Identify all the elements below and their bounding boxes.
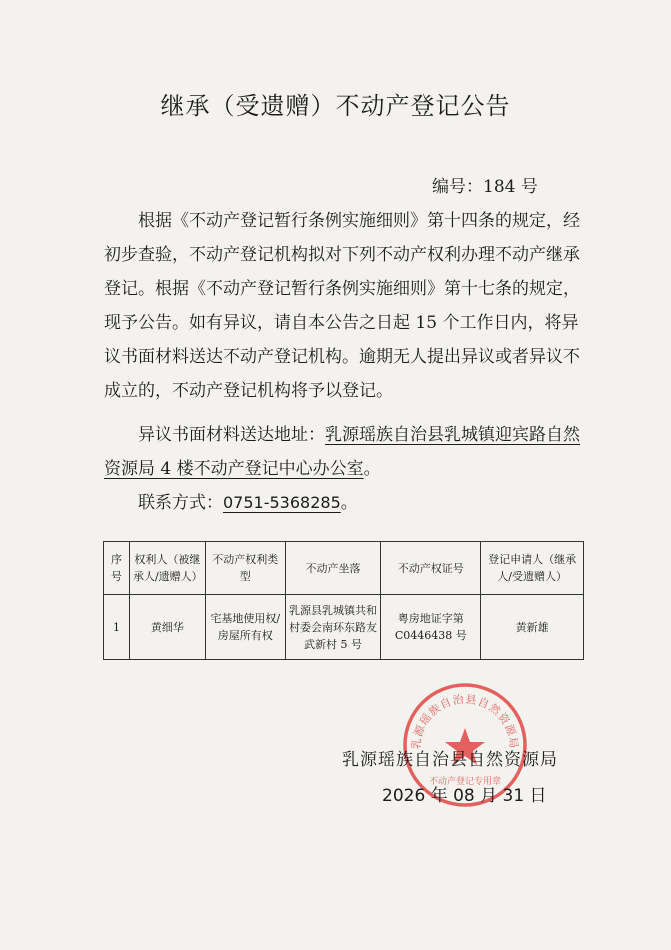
issuing-authority: 乳源瑶族自治县自然资源局	[342, 750, 558, 770]
contact-phone: 0751-5368285	[223, 493, 341, 512]
cell-location: 乳源县乳城镇共和村委会南环东路友武新村 5 号	[285, 595, 381, 660]
objection-address-paragraph	[104, 418, 582, 486]
header-certificate: 不动产权证号	[381, 542, 481, 595]
document-number: 编号：184 号	[432, 177, 538, 197]
cell-certificate: 粤房地证字第 C0446438 号	[381, 595, 481, 660]
table-row	[104, 595, 584, 660]
announcement-paragraph: 根据《不动产登记暂行条例实施细则》第十四条的规定，经初步查验，不动产登记机构拟对下列不动产权利办理不动产继承登记。根据《不动产登记暂行条例实施细则》第十七条的规定，现予公告。如有异议，请自本公告之日起 15 个工作日内，将异议书面材料送达不动产登记机构。逾期无人提出异议或者异议不成立的，不动产登记机构将予以登记。	[104, 211, 580, 401]
seal-subtext: 不动产登记专用章	[428, 777, 502, 787]
seal-text: 乳源瑶族自治县自然资源局	[409, 692, 521, 750]
header-applicant: 登记申请人（继承人/受遗赠人）	[481, 542, 584, 595]
registration-table	[103, 541, 584, 660]
cell-right-holder: 黄细华	[129, 595, 205, 660]
cell-applicant: 黄新雄	[481, 595, 584, 660]
header-serial: 序号	[104, 542, 130, 595]
contact-label: 联系方式：	[138, 493, 223, 513]
contact-suffix: 。	[340, 493, 358, 513]
issue-date: 2026 年 08 月 31 日	[382, 786, 547, 806]
page-title: 继承（受遗赠）不动产登记公告	[160, 92, 511, 120]
objection-address: 乳源瑶族自治县乳城镇迎宾路自然资源局 4 楼不动产登记中心办公室	[104, 425, 580, 479]
cell-serial: 1	[104, 595, 130, 660]
address-label: 异议书面材料送达地址：	[138, 425, 325, 445]
header-right-holder: 权利人（被继承人/遗赠人）	[129, 542, 205, 595]
contact-paragraph	[104, 486, 582, 520]
address-suffix: 。	[363, 459, 381, 479]
cell-right-type: 宅基地使用权/房屋所有权	[205, 595, 285, 660]
header-location: 不动产坐落	[285, 542, 381, 595]
table-header-row	[104, 542, 584, 595]
header-right-type: 不动产权利类型	[205, 542, 285, 595]
